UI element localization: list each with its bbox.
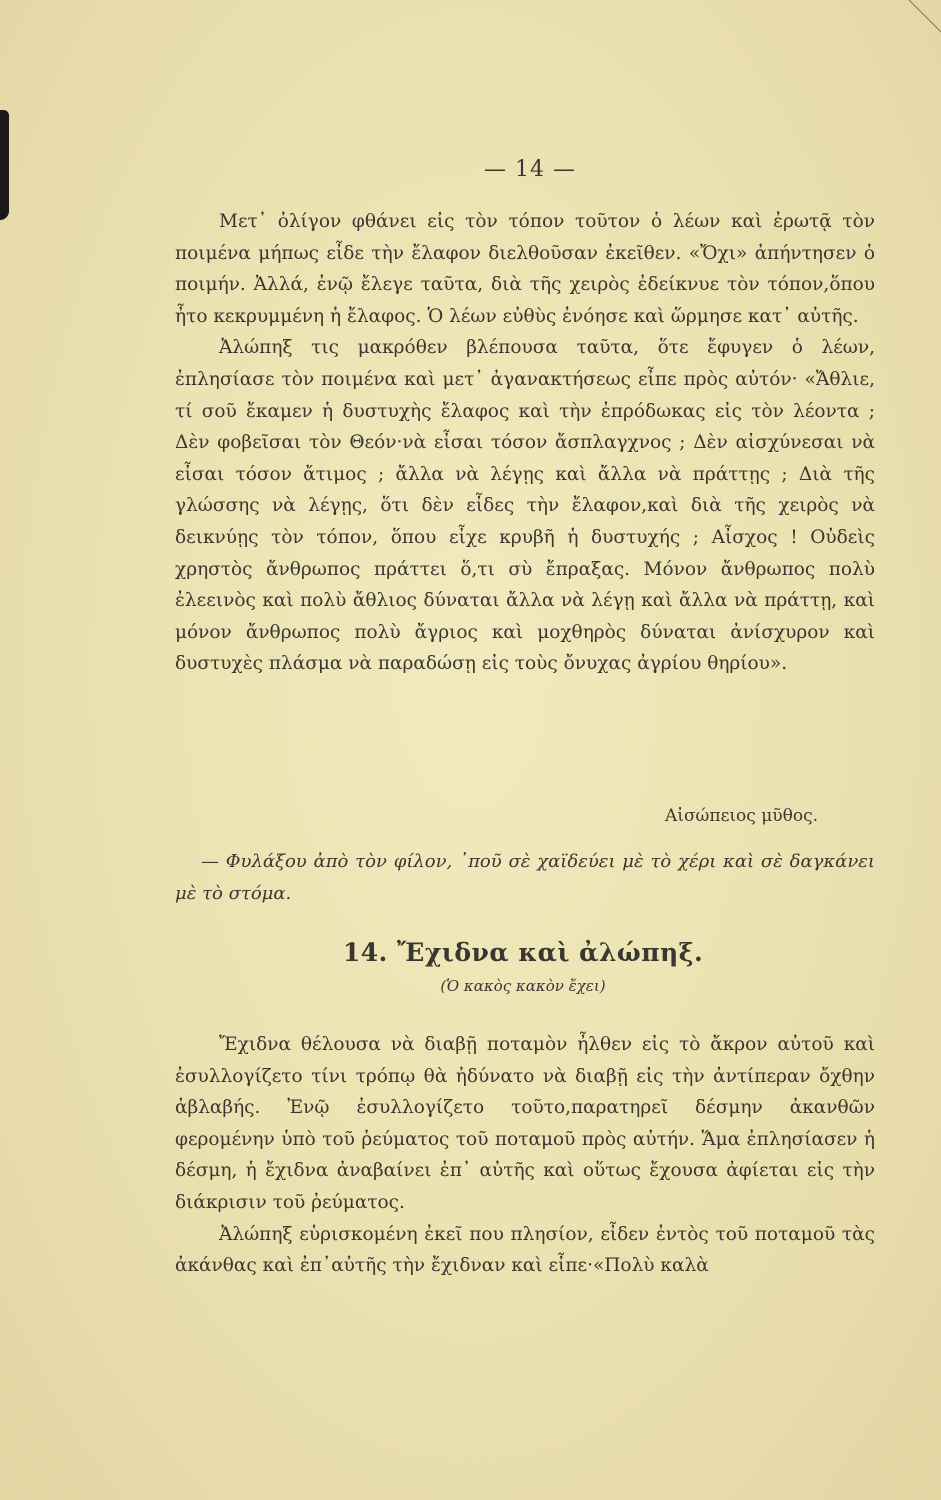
page-number: — 14 — [484, 157, 576, 182]
paragraph: Μετ᾽ ὀλίγον φθάνει εἰς τὸν τόπον τοῦτον ὁ λέων καὶ ἐρωτᾷ τὸν ποιμένα μήπως εἶδε τὴν ἔλαφον διελθοῦσαν ἐκεῖθεν. «Ὄχι» ἀπήντησεν ὁ ποιμήν. Ἀλλά, ἐνῷ ἔλεγε ταῦτα, διὰ τῆς χειρὸς ἐδείκνυε τὸν τόπον,ὅπου ἦτο κεκρυμμένη ἡ ἔλαφος. Ὁ λέων εὐθὺς ἐνόησε καὶ ὥρμησε κατ᾽ αὐτῆς. [175, 211, 875, 327]
fable-14-body [175, 1029, 875, 1282]
fable-14-subtitle: (Ὁ κακὸς κακὸν ἔχει) [440, 977, 606, 995]
fable-13-body [175, 206, 875, 680]
paragraph: Ἀλώπηξ εὑρισκομένη ἐκεῖ που πλησίον, εἶδεν ἐντὸς τοῦ ποταμοῦ τὰς ἀκάνθας καὶ ἐπ᾽αὐτῆς τὴν ἔχιδναν καὶ εἶπε·«Πολὺ καλὰ [175, 1223, 875, 1277]
fable-moral: — Φυλάξου ἀπὸ τὸν φίλον, ᾽ποῦ σὲ χαϊδεύει μὲ τὸ χέρι καὶ σὲ δαγκάνει μὲ τὸ στόμα. [175, 851, 875, 904]
paragraph: Ἀλώπηξ τις μακρόθεν βλέπουσα ταῦτα, ὅτε ἔφυγεν ὁ λέων, ἐπλησίασε τὸν ποιμένα καὶ μετ᾽ ἀγανακτήσεως εἶπε πρὸς αὐτόν· «Ἄθλιε, τί σοῦ ἔκαμεν ἡ δυστυχὴς ἔλαφος καὶ τὴν ἐπρόδωκας εἰς τὸν λέοντα ; Δὲν φοβεῖσαι τὸν Θεόν·νὰ εἶσαι τόσον ἄσπλαγχνος ; Δὲν αἰσχύνεσαι νὰ εἶσαι τόσον ἄτιμος ; ἄλλα νὰ λέγῃς καὶ ἄλλα νὰ πράττῃς ; Διὰ τῆς γλώσσης νὰ λέγῃς, ὅτι δὲν εἶδες τὴν ἔλαφον,καὶ διὰ τῆς χειρὸς νὰ δεικνύῃς τὸν τόπον, ὅπου εἶχε κρυβῆ ἡ δυστυχής ; Αἶσχος ! Οὐδεὶς χρηστὸς ἄνθρωπος πράττει ὅ,τι σὺ ἔπραξας. Μόνον ἄνθρωπος πολὺ ἐλεεινὸς καὶ πολὺ ἄθλιος δύναται ἄλλα νὰ λέγῃ καὶ ἄλλα νὰ πράττῃ, καὶ μόνον ἄνθρωπος πολὺ ἄγριος καὶ μοχθηρὸς δύναται ἀνίσχυρον καὶ δυστυχὲς πλάσμα νὰ παραδώσῃ εἰς τοὺς ὄνυχας ἀγρίου θηρίου». [175, 337, 875, 675]
fable-14-title: 14. Ἔχιδνα καὶ ἀλώπηξ. [342, 938, 704, 967]
fable-attribution: Αἰσώπειος μῦθος. [665, 806, 818, 826]
page-corner-fold [901, 0, 941, 40]
paragraph: Ἔχιδνα θέλουσα νὰ διαβῇ ποταμὸν ἦλθεν εἰς τὸ ἄκρον αὐτοῦ καὶ ἐσυλλογίζετο τίνι τρόπῳ θὰ ἠδύνατο νὰ διαβῇ εἰς τὴν ἀντίπεραν ὄχθην ἀβλαβής. Ἐνῷ ἐσυλλογίζετο τοῦτο,παρατηρεῖ δέσμην ἀκανθῶν φερομένην ὑπὸ τοῦ ῥεύματος τοῦ ποταμοῦ πρὸς αὐτήν. Ἅμα ἐπλησίασεν ἡ δέσμη, ἡ ἔχιδνα ἀναβαίνει ἐπ᾽ αὐτῆς καὶ οὕτως ἔχουσα ἀφίεται εἰς τὴν διάκρισιν τοῦ ῥεύματος. [175, 1034, 875, 1213]
